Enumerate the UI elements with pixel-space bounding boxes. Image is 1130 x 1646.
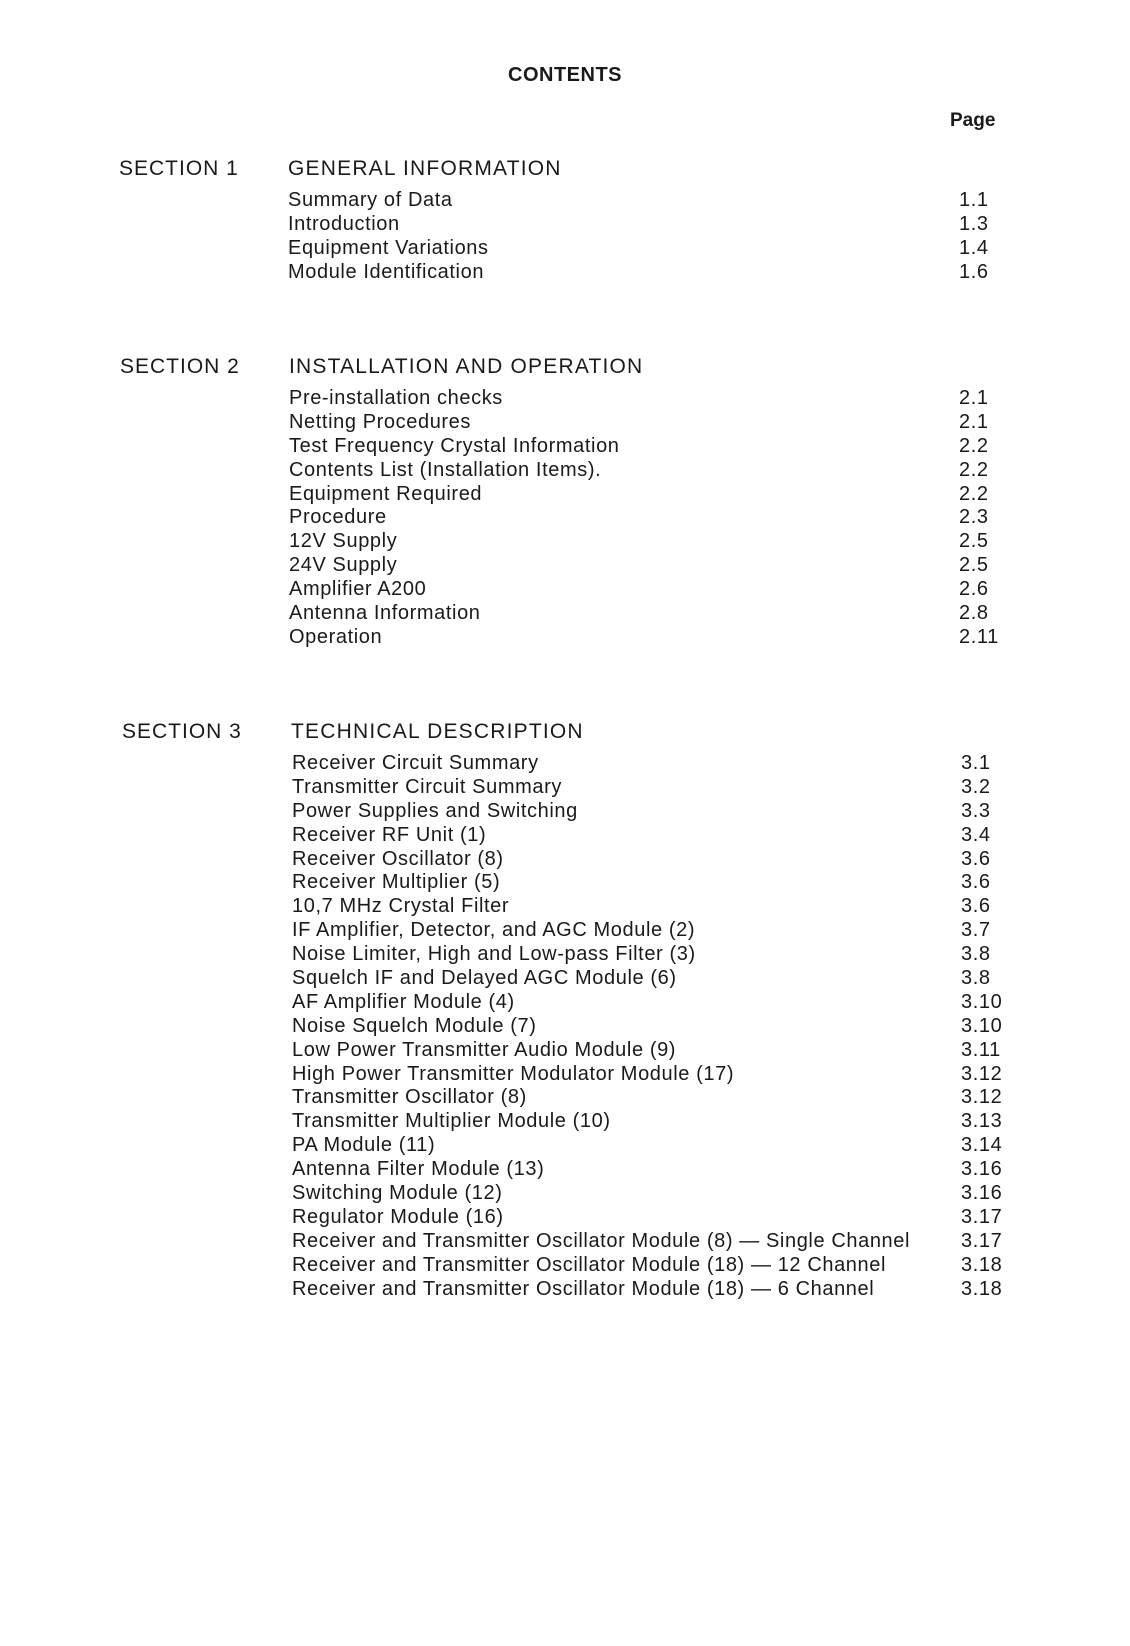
toc-entry-page: 2.8 (959, 602, 989, 625)
toc-entry-page: 1.4 (959, 236, 989, 259)
toc-entry-page: 3.3 (961, 799, 991, 822)
toc-entry (0, 943, 1130, 967)
toc-entry (0, 578, 1130, 602)
toc-entry (0, 1206, 1130, 1230)
toc-entry-page: 3.18 (961, 1253, 1003, 1276)
toc-entry-page: 3.12 (961, 1062, 1003, 1085)
toc-entry (0, 1230, 1130, 1254)
toc-entry-title: Low Power Transmitter Audio Module (9) (292, 1038, 677, 1061)
toc-entry-title: Squelch IF and Delayed AGC Module (6) (292, 967, 677, 990)
toc-entry-title: Introduction (288, 212, 400, 235)
toc-entry-page: 3.17 (961, 1205, 1003, 1228)
toc-entry-title: Noise Limiter, High and Low-pass Filter (3) (292, 943, 696, 966)
toc-entry (0, 967, 1130, 991)
toc-entry-title: Contents List (Installation Items). (289, 458, 602, 481)
toc-entry-page: 1.3 (959, 212, 989, 235)
toc-entry (0, 530, 1130, 554)
toc-entry-page: 3.17 (961, 1229, 1003, 1252)
entry-list (0, 387, 1130, 650)
toc-entry (0, 800, 1130, 824)
toc-entry (0, 1015, 1130, 1039)
toc-entry (0, 237, 1130, 261)
page-column-label: Page (950, 110, 996, 131)
toc-entry (0, 411, 1130, 435)
toc-entry-title: Antenna Information (289, 602, 481, 625)
toc-entry-title: Receiver RF Unit (1) (292, 823, 487, 846)
section-heading: TECHNICAL DESCRIPTION (291, 720, 584, 743)
toc-entry (0, 483, 1130, 507)
toc-entry-page: 2.1 (959, 387, 989, 409)
toc-entry-title: 24V Supply (289, 554, 398, 577)
toc-entry-page: 3.12 (961, 1086, 1003, 1109)
toc-entry-title: IF Amplifier, Detector, and AGC Module (2) (292, 919, 696, 942)
toc-entry-title: Equipment Required (289, 482, 483, 505)
toc-entry (0, 435, 1130, 459)
toc-entry (0, 1063, 1130, 1087)
toc-entry-page: 3.6 (961, 895, 991, 918)
toc-entry (0, 189, 1130, 213)
toc-entry (0, 1158, 1130, 1182)
toc-entry (0, 824, 1130, 848)
toc-entry (0, 1110, 1130, 1134)
section-label: SECTION 1 (119, 157, 239, 180)
toc-entry (0, 506, 1130, 530)
toc-entry-title: Equipment Variations (288, 236, 489, 259)
toc-entry-title: Transmitter Oscillator (8) (292, 1086, 527, 1109)
toc-entry (0, 1254, 1130, 1278)
toc-entry-page: 2.2 (959, 482, 989, 505)
toc-entry-page: 2.3 (959, 506, 989, 529)
toc-entry-title: Regulator Module (16) (292, 1205, 504, 1228)
toc-entry-page: 1.1 (959, 189, 989, 211)
toc-entry-page: 3.10 (961, 990, 1003, 1013)
toc-entry-page: 2.2 (959, 458, 989, 481)
toc-entry (0, 871, 1130, 895)
toc-entry-title: 12V Supply (289, 530, 398, 553)
toc-entry-title: Antenna Filter Module (13) (292, 1158, 545, 1181)
toc-entry-title: Switching Module (12) (292, 1182, 503, 1205)
toc-entry-page: 3.1 (961, 752, 991, 774)
toc-entry (0, 387, 1130, 411)
toc-entry-title: PA Module (11) (292, 1134, 436, 1157)
toc-entry (0, 1039, 1130, 1063)
toc-entry-page: 3.8 (961, 943, 991, 966)
toc-entry-title: Transmitter Circuit Summary (292, 775, 562, 798)
toc-entry (0, 554, 1130, 578)
toc-entry-title: Operation (289, 625, 383, 648)
toc-entry (0, 776, 1130, 800)
toc-entry-page: 3.6 (961, 871, 991, 894)
toc-entry (0, 602, 1130, 626)
entry-list (0, 189, 1130, 285)
toc-entry-title: Module Identification (288, 260, 485, 283)
toc-entry-page: 3.7 (961, 919, 991, 942)
toc-entry (0, 626, 1130, 650)
section-heading: GENERAL INFORMATION (288, 157, 562, 180)
toc-entry (0, 919, 1130, 943)
toc-entry-page: 3.16 (961, 1158, 1003, 1181)
entry-list (0, 752, 1130, 1301)
toc-entry (0, 459, 1130, 483)
toc-entry-title: Receiver Circuit Summary (292, 752, 539, 774)
toc-entry (0, 1134, 1130, 1158)
toc-entry-title: Test Frequency Crystal Information (289, 434, 620, 457)
toc-entry-title: AF Amplifier Module (4) (292, 990, 515, 1013)
toc-entry-title: Receiver Multiplier (5) (292, 871, 501, 894)
toc-entry-title: Amplifier A200 (289, 578, 427, 601)
toc-entry-title: Netting Procedures (289, 410, 472, 433)
toc-entry-title: Pre-installation checks (289, 387, 503, 409)
toc-entry-page: 2.2 (959, 434, 989, 457)
toc-entry (0, 1086, 1130, 1110)
toc-entry (0, 848, 1130, 872)
toc-entry-page: 1.6 (959, 260, 989, 283)
toc-entry-page: 3.8 (961, 967, 991, 990)
page-title: CONTENTS (508, 64, 622, 86)
section-heading: INSTALLATION AND OPERATION (289, 355, 644, 378)
toc-entry-page: 3.4 (961, 823, 991, 846)
toc-entry (0, 213, 1130, 237)
toc-entry (0, 1182, 1130, 1206)
toc-entry (0, 261, 1130, 285)
toc-entry-page: 3.18 (961, 1277, 1003, 1300)
toc-entry-title: Receiver and Transmitter Oscillator Module (18) — 6 Channel (292, 1277, 875, 1300)
toc-entry-page: 3.10 (961, 1014, 1003, 1037)
toc-entry-title: Noise Squelch Module (7) (292, 1014, 537, 1037)
toc-entry (0, 991, 1130, 1015)
toc-entry-page: 3.14 (961, 1134, 1003, 1157)
section-label: SECTION 3 (122, 720, 242, 743)
toc-entry-page: 2.5 (959, 530, 989, 553)
toc-entry-title: High Power Transmitter Modulator Module (17) (292, 1062, 735, 1085)
toc-entry-title: Transmitter Multiplier Module (10) (292, 1110, 611, 1133)
toc-entry-title: Receiver and Transmitter Oscillator Module (8) — Single Channel (292, 1229, 911, 1252)
toc-entry-title: Receiver Oscillator (8) (292, 847, 504, 870)
toc-entry (0, 752, 1130, 776)
toc-entry-title: Power Supplies and Switching (292, 799, 578, 822)
toc-entry-page: 2.11 (959, 625, 999, 648)
toc-entry-page: 3.6 (961, 847, 991, 870)
toc-entry-title: 10,7 MHz Crystal Filter (292, 895, 510, 918)
toc-entry-page: 2.1 (959, 410, 989, 433)
toc-entry-title: Procedure (289, 506, 387, 529)
toc-entry-page: 3.13 (961, 1110, 1003, 1133)
toc-entry-title: Receiver and Transmitter Oscillator Module (18) — 12 Channel (292, 1253, 887, 1276)
section-label: SECTION 2 (120, 355, 240, 378)
toc-entry (0, 895, 1130, 919)
toc-entry-page: 2.6 (959, 578, 989, 601)
toc-entry (0, 1278, 1130, 1302)
toc-entry-page: 2.5 (959, 554, 989, 577)
toc-entry-page: 3.16 (961, 1182, 1003, 1205)
toc-entry-title: Summary of Data (288, 189, 453, 211)
toc-entry-page: 3.11 (961, 1038, 1001, 1061)
toc-entry-page: 3.2 (961, 775, 991, 798)
